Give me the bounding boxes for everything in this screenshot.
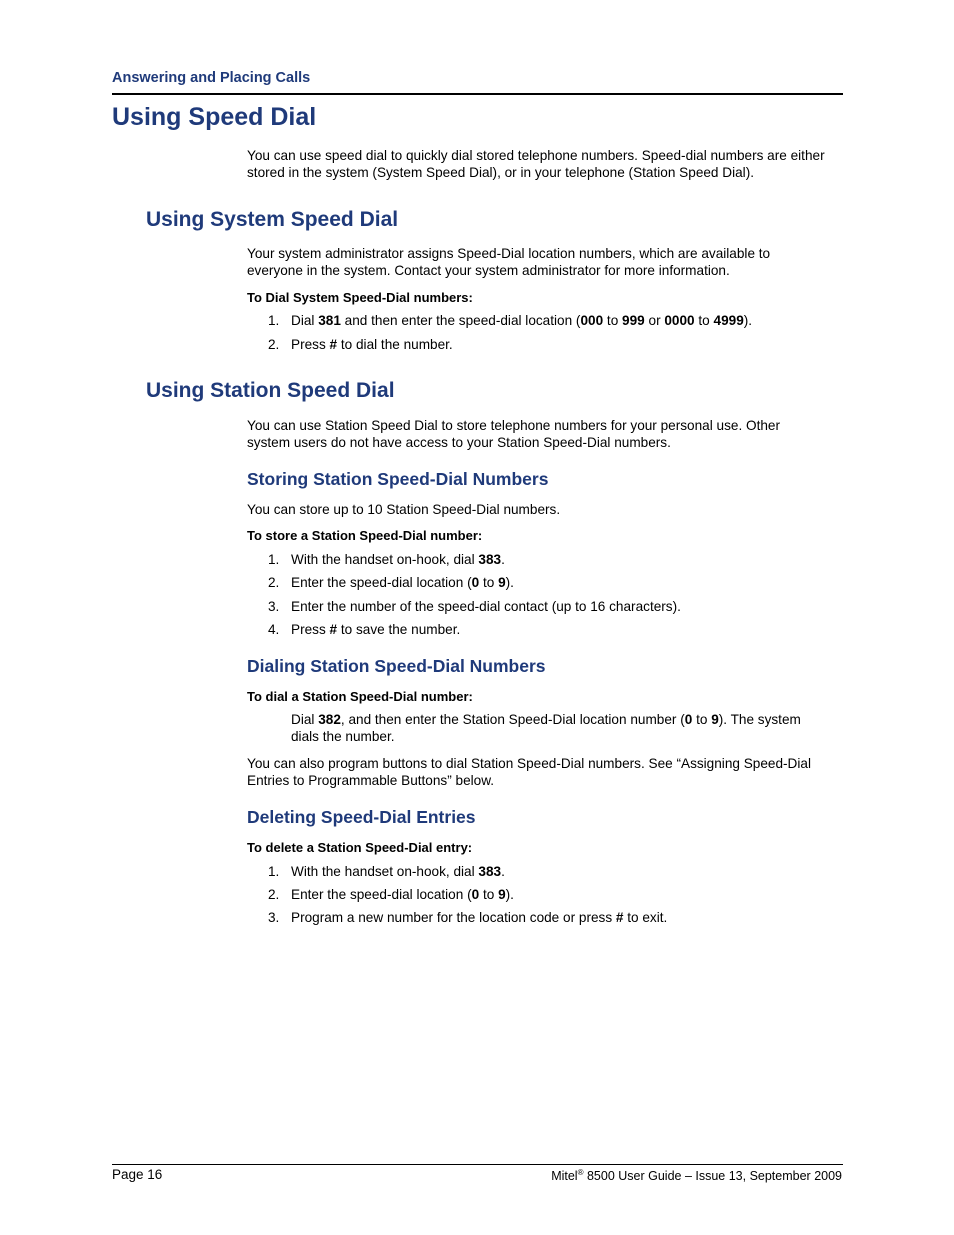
system-procedure-title: To Dial System Speed-Dial numbers: — [247, 290, 473, 305]
storing-paragraph: You can store up to 10 Station Speed-Dial numbers. — [247, 502, 561, 517]
running-header: Answering and Placing Calls — [112, 70, 311, 86]
storing-step-4: 4. Press # to save the number. — [247, 621, 460, 638]
deleting-step-1: 1. With the handset on-hook, dial 383. — [247, 863, 505, 880]
station-para-line-2: system users do not have access to your Station Speed-Dial numbers. — [247, 435, 671, 450]
system-paragraph — [247, 245, 847, 279]
footer-rule — [112, 1164, 843, 1165]
system-para-line-1: Your system administrator assigns Speed-Dial location numbers, which are available to — [247, 246, 771, 261]
dialing-para-line-2: Entries to Programmable Buttons” below. — [247, 773, 495, 788]
dialing-para-line-1: You can also program buttons to dial Station Speed-Dial numbers. See “Assigning Speed-Dial — [247, 756, 811, 771]
step-number: 3. — [268, 599, 280, 614]
station-paragraph — [247, 417, 847, 451]
storing-step-1: 1. With the handset on-hook, dial 383. — [247, 551, 505, 568]
storing-procedure-title: To store a Station Speed-Dial number: — [247, 528, 483, 543]
station-para-line-1: You can use Station Speed Dial to store telephone numbers for your personal use. Other — [247, 418, 781, 433]
step-number: 2. — [268, 575, 280, 590]
system-step-2: 2. Press # to dial the number. — [247, 336, 453, 353]
system-speed-dial-heading: Using System Speed Dial — [146, 208, 399, 231]
step-number: 2. — [268, 887, 280, 902]
system-step-1: 1. Dial 381 and then enter the speed-dial location (000 to 999 or 0000 to 4999). — [247, 312, 752, 329]
deleting-step-3: 3. Program a new number for the location code or press # to exit. — [247, 909, 667, 926]
station-speed-dial-heading: Using Station Speed Dial — [146, 379, 395, 402]
intro-line-1: You can use speed dial to quickly dial stored telephone numbers. Speed-dial numbers are either — [247, 148, 825, 163]
storing-step-2: 2. Enter the speed-dial location (0 to 9). — [247, 574, 514, 591]
page-number: Page 16 — [112, 1167, 163, 1182]
deleting-step-2: 2. Enter the speed-dial location (0 to 9). — [247, 886, 514, 903]
step-number: 1. — [268, 864, 280, 879]
dialing-procedure-title: To dial a Station Speed-Dial number: — [247, 689, 473, 704]
step-number: 3. — [268, 910, 280, 925]
storing-step-3: 3. Enter the number of the speed-dial contact (up to 16 characters). — [247, 598, 681, 615]
deleting-heading: Deleting Speed-Dial Entries — [247, 807, 476, 827]
step-number: 1. — [268, 313, 280, 328]
dialing-heading: Dialing Station Speed-Dial Numbers — [247, 656, 546, 676]
page-title: Using Speed Dial — [112, 103, 317, 131]
intro-line-2: stored in the system (System Speed Dial), or in your telephone (Station Speed Dial). — [247, 165, 754, 180]
header-rule — [112, 93, 843, 95]
step-number: 2. — [268, 337, 280, 352]
storing-heading: Storing Station Speed-Dial Numbers — [247, 469, 549, 489]
step-number: 4. — [268, 622, 280, 637]
dialing-step: Dial 382, and then enter the Station Speed-Dial location number (0 to 9). The system dials the number. — [291, 712, 801, 744]
dialing-paragraph — [247, 755, 847, 789]
footer-document-title: Mitel® 8500 User Guide – Issue 13, September 2009 — [551, 1168, 842, 1184]
step-number: 1. — [268, 552, 280, 567]
system-para-line-2: everyone in the system. Contact your system administrator for more information. — [247, 263, 730, 278]
intro-paragraph — [247, 147, 847, 181]
deleting-procedure-title: To delete a Station Speed-Dial entry: — [247, 840, 473, 855]
